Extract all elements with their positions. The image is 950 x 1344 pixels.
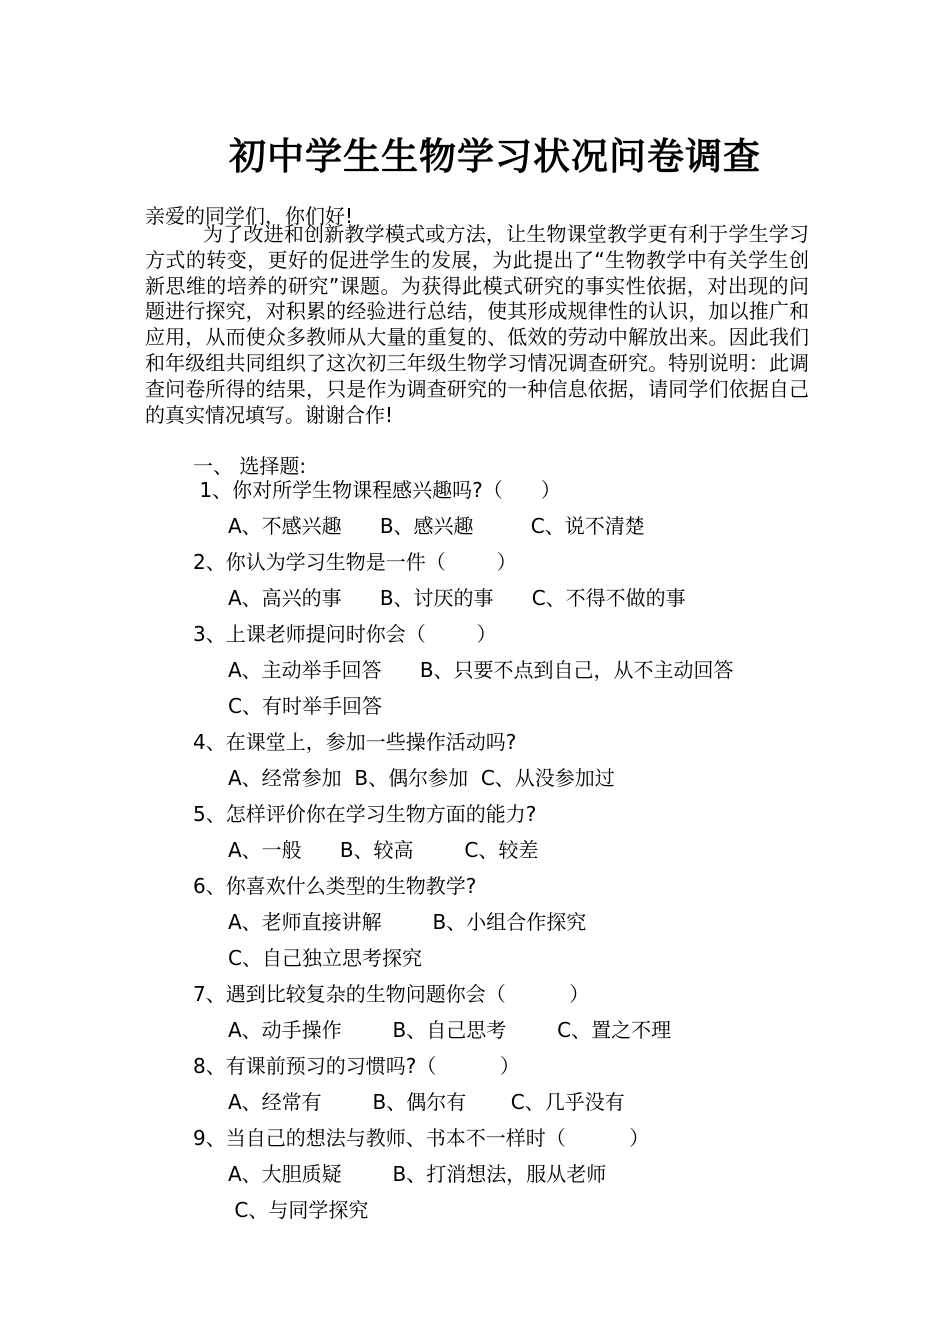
question-3-options-line-2: C、有时举手回答 [228,694,382,718]
question-7-options: A、动手操作 B、自己思考 C、置之不理 [228,1018,672,1042]
question-8-options: A、经常有 B、偶尔有 C、几乎没有 [228,1090,625,1114]
document-title: 初中学生生物学习状况问卷调查 [229,135,761,178]
question-5: 5、怎样评价你在学习生物方面的能力? [193,802,537,826]
question-4: 4、在课堂上，参加一些操作活动吗? [193,730,517,754]
greeting: 亲爱的同学们，你们好! [145,204,354,228]
question-2: 2、你认为学习生物是一件（ ） [193,550,517,574]
question-2-options: A、高兴的事 B、讨厌的事 C、不得不做的事 [228,586,686,610]
question-7: 7、遇到比较复杂的生物问题你会（ ） [193,982,590,1006]
question-6-options-line-2: C、自己独立思考探究 [228,946,422,970]
section-title: 一、 选择题: [193,454,307,478]
intro-paragraph: 为了改进和创新教学模式或方法，让生物课堂教学更有利于学生学习方式的转变，更好的促进学生的发展，为此提出了“生物教学中有关学生创新思维的培养的研究”课题。为获得此模式研究的事实性依据，对出现的问题进行探究，对积累的经验进行总结，使其形成规律性的认识，加以推广和应用，从而使众多教师从大量的重复的、低效的劳动中解放出来。因此我们和年级组共同组织了这次初三年级生物学习情况调查研究。特别说明：此调查问卷所得的结果，只是作为调查研究的一种信息依据，请同学们依据自己的真实情况填写。谢谢合作! [145,222,809,427]
question-1-options: A、不感兴趣 B、感兴趣 C、说不清楚 [228,514,645,538]
question-9: 9、当自己的想法与教师、书本不一样时（ ） [193,1126,650,1150]
question-9-options-line-2: C、与同学探究 [228,1198,369,1222]
question-5-options: A、一般 B、较高 C、较差 [228,838,539,862]
question-6-options-line-1: A、老师直接讲解 B、小组合作探究 [228,910,587,934]
question-9-options-line-1: A、大胆质疑 B、打消想法，服从老师 [228,1162,607,1186]
question-4-options: A、经常参加 B、偶尔参加 C、从没参加过 [228,766,615,790]
question-3-options-line-1: A、主动举手回答 B、只要不点到自己，从不主动回答 [228,658,734,682]
question-8: 8、有课前预习的习惯吗?（ ） [193,1054,520,1078]
question-6: 6、你喜欢什么类型的生物教学? [193,874,477,898]
question-3: 3、上课老师提问时你会（ ） [193,622,497,646]
question-1: 1、你对所学生物课程感兴趣吗?（ ） [193,478,561,502]
